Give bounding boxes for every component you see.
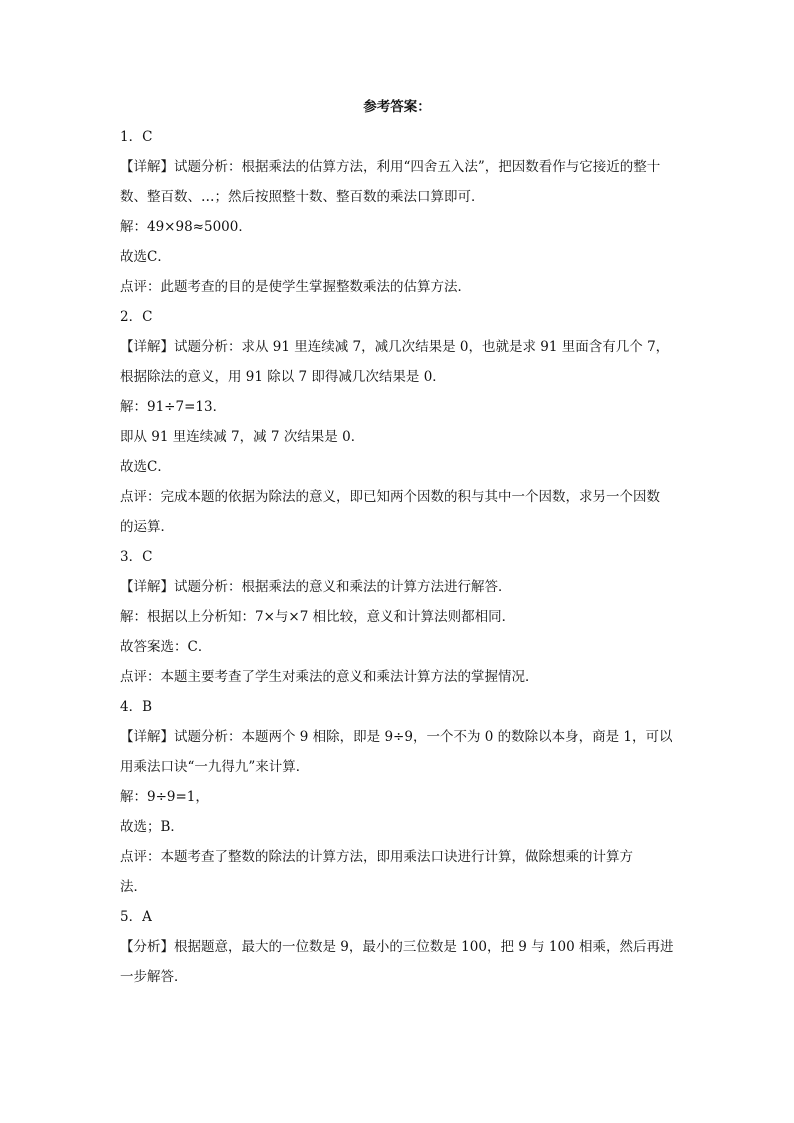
answer-2-comment-line-2: 的运算． (120, 519, 174, 535)
answer-4-detail-line-1: 【详解】试题分析：本题两个 9 相除，即是 9÷9，一个不为 0 的数除以本身，商是 1，可以 (120, 729, 673, 745)
answer-4-choice: 故选；B． (120, 819, 184, 835)
answer-2-number: 2．C (120, 309, 153, 325)
answer-1-detail-line-2: 数、整百数、…；然后按照整十数、整百数的乘法口算即可． (120, 189, 485, 205)
answer-body (120, 122, 680, 992)
answer-4-number: 4．B (120, 699, 153, 715)
answer-3-solution: 解：根据以上分析知：7×与×7 相比较，意义和计算法则都相同． (120, 609, 516, 625)
answer-1-detail-line-1: 【详解】试题分析：根据乘法的估算方法，利用“四舍五入法”，把因数看作与它接近的整十 (120, 159, 661, 175)
answer-2-detail-line-2: 根据除法的意义，用 91 除以 7 即得减几次结果是 0． (120, 369, 446, 385)
answer-3-comment: 点评：本题主要考查了学生对乘法的意义和乘法计算方法的掌握情况． (120, 669, 539, 685)
answer-3-detail: 【详解】试题分析：根据乘法的意义和乘法的计算方法进行解答． (120, 579, 512, 595)
answer-5-number: 5．A (120, 909, 152, 925)
answer-1-choice: 故选C． (120, 249, 171, 265)
answer-4-solution: 解：9÷9=1， (120, 789, 209, 805)
answer-5-analysis-line-1: 【分析】根据题意，最大的一位数是 9，最小的三位数是 100，把 9 与 100 相乘，然后再进 (120, 939, 674, 955)
answer-3-number: 3．C (120, 549, 153, 565)
answer-2-comment-line-1: 点评：完成本题的依据为除法的意义，即已知两个因数的积与其中一个因数，求另一个因数 (120, 489, 660, 505)
answer-1-comment: 点评：此题考查的目的是使学生掌握整数乘法的估算方法． (120, 279, 471, 295)
answer-4-comment-line-1: 点评：本题考查了整数的除法的计算方法，即用乘法口诀进行计算，做除想乘的计算方 (120, 849, 633, 865)
answer-4-comment-line-2: 法． (120, 879, 147, 895)
page-title: 参考答案： (363, 99, 431, 115)
answer-2-solution: 解：91÷7=13． (120, 399, 227, 415)
answer-3-choice: 故答案选：C． (120, 639, 212, 655)
answer-2-solution-2: 即从 91 里连续减 7，减 7 次结果是 0． (120, 429, 365, 445)
answer-4-detail-line-2: 用乘法口诀“一九得九”来计算． (120, 759, 310, 775)
answer-1-number: 1．C (120, 129, 153, 145)
answer-2-choice: 故选C． (120, 459, 171, 475)
answer-5-analysis-line-2: 一步解答． (120, 969, 188, 985)
answer-1-solution: 解：49×98≈5000． (120, 219, 252, 235)
answer-2-detail-line-1: 【详解】试题分析：求从 91 里连续减 7，减几次结果是 0，也就是求 91 里面含有几个 7， (120, 339, 670, 355)
